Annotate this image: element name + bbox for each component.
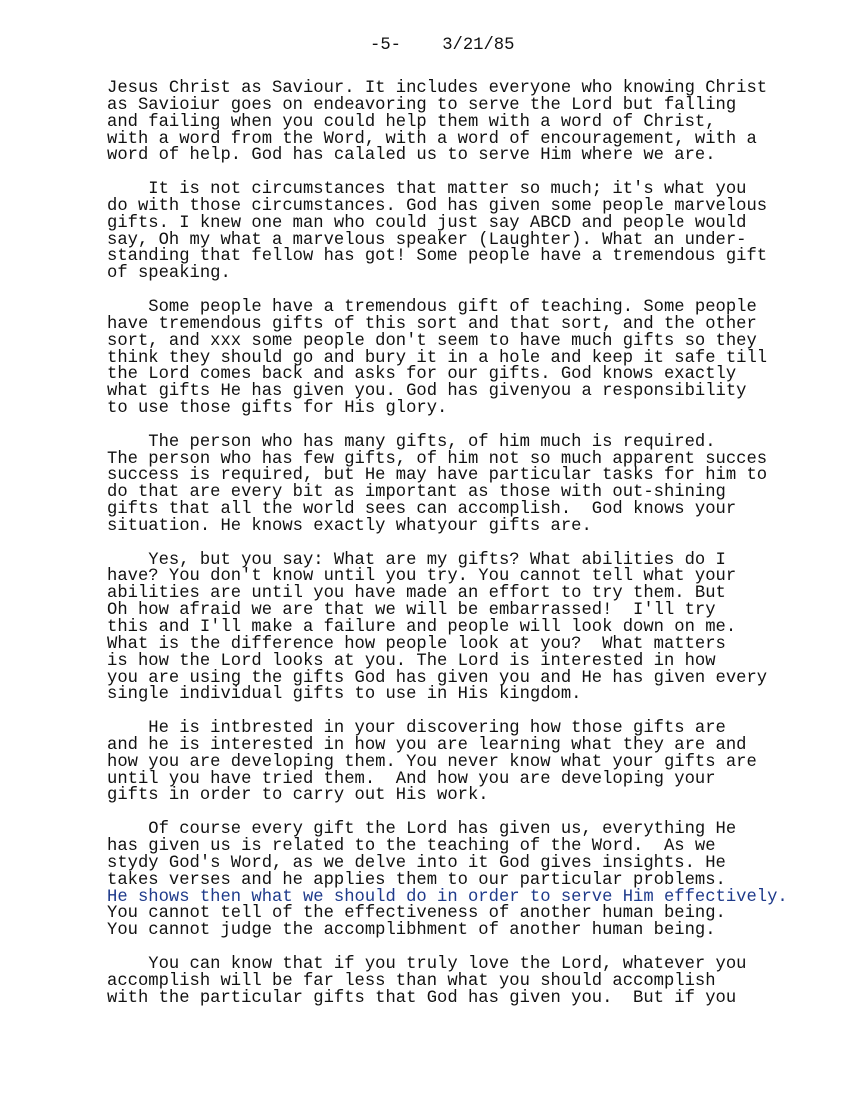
text-line: You cannot tell of the effectiveness of another human being. (107, 904, 726, 924)
text-line: of speaking. (107, 264, 231, 284)
text-line: The person who has few gifts, of him not so much apparent succes (107, 449, 768, 469)
text-line: you are using the gifts God has given you and He has given every (107, 668, 768, 688)
text-line: Yes, but you say: What are my gifts? What abilities do I (107, 550, 726, 570)
paragraph (107, 81, 788, 165)
text-line: gifts. I knew one man who could just say ABCD and people would (107, 213, 747, 233)
text-line: It is not circumstances that matter so much; it's what you (107, 180, 747, 200)
text-line: takes verses and he applies them to our particular problems. (107, 870, 726, 890)
paragraph (107, 822, 788, 940)
text-line: have? You don't know until you try. You cannot tell what your (107, 567, 737, 587)
text-line: accomplish will be far less than what you should accomplish (107, 971, 716, 991)
text-line: is how the Lord looks at you. The Lord is interested in how (107, 651, 716, 671)
text-line: He is intbrested in your discovering how those gifts are (107, 719, 726, 739)
text-line: gifts in order to carry out His work. (107, 786, 489, 806)
paragraph (107, 954, 788, 1008)
text-line: Oh how afraid we are that we will be embarrassed! I'll try (107, 601, 716, 621)
paragraph (107, 550, 788, 705)
text-line: do with those circumstances. God has given some people marvelous (107, 196, 768, 216)
text-line: The person who has many gifts, of him much is required. (107, 432, 716, 452)
page-header (370, 36, 514, 55)
text-line: and failing when you could help them with a word of Christ, (107, 112, 716, 132)
text-line: with the particular gifts that God has given you. But if you (107, 988, 737, 1008)
paragraph (107, 721, 788, 805)
text-line: with a word from the Word, with a word of encouragement, with a (107, 129, 757, 149)
text-line: stydy God's Word, as we delve into it God gives insights. He (107, 853, 726, 873)
text-line: the Lord comes back and asks for our gifts. God knows exactly (107, 365, 737, 385)
text-line: say, Oh my what a marvelous speaker (Laughter). What an under- (107, 230, 747, 250)
text-line: situation. He knows exactly whatyour gifts are. (107, 516, 592, 536)
page-date: 3/21/85 (442, 36, 515, 55)
text-line: Jesus Christ as Saviour. It includes everyone who knowing Christ (107, 79, 768, 98)
text-line: gifts that all the world sees can accomplish. God knows your (107, 500, 737, 520)
text-line: You can know that if you truly love the Lord, whatever you (107, 954, 747, 974)
text-line: what gifts He has given you. God has givenyou a responsibility (107, 382, 747, 402)
text-line: has given us is related to the teaching of the Word. As we (107, 836, 716, 856)
text-line: and he is interested in how you are learning what they are and (107, 735, 747, 755)
text-line: Some people have a tremendous gift of teaching. Some people (107, 297, 757, 317)
text-line: do that are every bit as important as those with out-shining (107, 483, 726, 503)
text-line: You cannot judge the accomplibhment of another human being. (107, 921, 716, 941)
paragraph (107, 432, 788, 536)
text-line: abilities are until you have made an effort to try them. But (107, 584, 726, 604)
text-line: Of course every gift the Lord has given us, everything He (107, 820, 737, 840)
text-line: how you are developing them. You never know what your gifts are (107, 752, 757, 772)
text-line: think they should go and bury it in a hole and keep it safe till (107, 348, 768, 368)
text-line: have tremendous gifts of this sort and that sort, and the other (107, 314, 757, 334)
paragraph (107, 182, 788, 283)
paragraph (107, 297, 788, 419)
page-number: -5- (370, 36, 401, 55)
text-line: this and I'll make a failure and people will look down on me. (107, 618, 737, 637)
text-line: word of help. God has calaled us to serve Him where we are. (107, 146, 716, 166)
text-line: success is required, but He may have particular tasks for him to (107, 466, 768, 486)
text-line: as Savioiur goes on endeavoring to serve the Lord but falling (107, 95, 737, 115)
text-line: until you have tried them. And how you are developing your (107, 769, 716, 789)
document-body (107, 81, 788, 1024)
text-line: He shows then what we should do in order to serve Him effectively. (107, 887, 788, 907)
text-line: standing that fellow has got! Some people have a tremendous gift (107, 247, 768, 267)
text-line: to use those gifts for His glory. (107, 399, 448, 419)
text-line: What is the difference how people look at you? What matters (107, 634, 726, 654)
text-line: single individual gifts to use in His kingdom. (107, 685, 582, 705)
text-line: sort, and xxx some people don't seem to have much gifts so they (107, 331, 757, 351)
